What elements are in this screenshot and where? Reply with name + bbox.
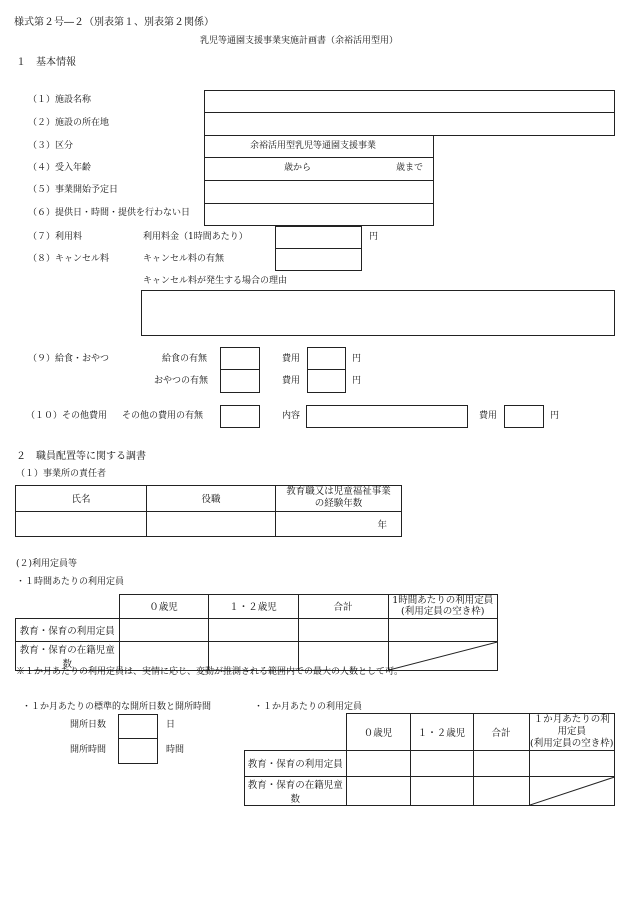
monthly-row-capacity-label: 教育・保育の利用定員: [245, 750, 347, 776]
meal-yen: 円: [352, 354, 362, 364]
blank-header-monthly: [245, 714, 347, 751]
monthly-hours-title: ・１か月あたりの標準的な開所日数と開所時間: [22, 702, 212, 712]
hourly-capacity-table: [15, 594, 498, 671]
form-number: 様式第２号―２（別表第１、別表第２関係）: [14, 17, 214, 28]
label-facility-address: （２）施設の所在地: [28, 118, 110, 128]
label-open-days: 開所日数: [70, 720, 107, 730]
monthly-enrolled-slash: [529, 776, 615, 805]
year-unit: 年: [377, 519, 387, 531]
open-hours-field[interactable]: [118, 738, 158, 764]
snack-cost-field[interactable]: [307, 369, 346, 393]
responsible-person-table: [15, 485, 402, 537]
monthly-header-age0: ０歳児: [346, 714, 410, 751]
header-experience: 教育職又は児童福祉事業の経験年数: [276, 486, 402, 512]
header-hourly-capacity: [388, 595, 498, 619]
monthly-capacity-line1: １か月あたりの利用定員: [533, 714, 610, 737]
monthly-row-enrolled-label: 教育・保育の在籍児童数: [245, 776, 347, 805]
snack-exists-field[interactable]: [220, 369, 260, 393]
blank-header: [16, 595, 120, 619]
no-service-days-field[interactable]: [204, 203, 434, 226]
monthly-header-capacity: [529, 714, 615, 751]
other-content-field[interactable]: [306, 405, 468, 428]
monthly-capacity-free[interactable]: [529, 750, 615, 776]
label-snack-exists: おやつの有無: [154, 376, 209, 386]
hour-unit: 時間: [166, 745, 185, 755]
header-age0: ０歳児: [119, 595, 208, 619]
section2-sub1: （１）事業所の責任者: [16, 469, 107, 479]
other-cost-field[interactable]: [504, 405, 544, 428]
hourly-capacity-total[interactable]: [298, 618, 388, 641]
monthly-capacity-line2: (利用定員の空き枠): [530, 737, 614, 749]
meal-cost-field[interactable]: [307, 347, 346, 370]
monthly-title: ・１か月あたりの利用定員: [254, 702, 363, 712]
label-other-content: 内容: [282, 411, 301, 421]
hourly-enrolled-slash: [388, 641, 498, 670]
monthly-enrolled-age12[interactable]: [410, 776, 473, 805]
label-other-cost: 費用: [479, 411, 498, 421]
monthly-capacity-table: [244, 713, 615, 806]
hourly-capacity-line1: 1時間あたりの利用定員: [392, 595, 494, 606]
label-other: （１０）その他費用: [26, 411, 108, 421]
snack-yen: 円: [352, 376, 362, 386]
label-facility-name: （１）施設名称: [28, 95, 92, 105]
header-position: 役職: [147, 486, 276, 512]
label-snack-cost: 費用: [282, 376, 301, 386]
label-category: （３）区分: [28, 141, 74, 151]
hourly-enrolled-age12[interactable]: [208, 641, 298, 670]
header-age12: １・２歳児: [208, 595, 298, 619]
label-other-exists: その他の費用の有無: [122, 411, 204, 421]
open-days-field[interactable]: [118, 714, 158, 739]
hourly-enrolled-total[interactable]: [298, 641, 388, 670]
label-meal-cost: 費用: [282, 354, 301, 364]
facility-address-field[interactable]: [204, 112, 615, 136]
note-text: ※１か月あたりの利用定員は、実情に応じ、変動が推測される範囲内での最大の人数として可。: [16, 667, 404, 677]
age-from-text: 歳から: [284, 163, 312, 173]
day-unit: 日: [166, 720, 176, 730]
start-date-field[interactable]: [204, 180, 434, 204]
label-fee: （７）利用料: [28, 232, 83, 242]
monthly-capacity-age12[interactable]: [410, 750, 473, 776]
fee-field[interactable]: [275, 226, 362, 249]
monthly-capacity-total[interactable]: [473, 750, 529, 776]
monthly-enrolled-total[interactable]: [473, 776, 529, 805]
label-open-hours: 開所時間: [70, 745, 107, 755]
section2-heading: ２ 職員配置等に関する調書: [16, 451, 146, 462]
hourly-enrolled-age0[interactable]: [119, 641, 208, 670]
label-fee-amount: 利用料金（1時間あたり）: [143, 232, 248, 242]
label-meal-exists: 給食の有無: [162, 354, 208, 364]
label-age-range: （４）受入年齢: [28, 163, 92, 173]
section1-heading: １ 基本情報: [16, 57, 76, 68]
label-cancel: （８）キャンセル料: [28, 254, 110, 264]
monthly-enrolled-age0[interactable]: [346, 776, 410, 805]
header-name: 氏名: [16, 486, 147, 512]
diagonal-line: [530, 777, 615, 805]
monthly-header-age12: １・２歳児: [410, 714, 473, 751]
label-meals: （９）給食・おやつ: [28, 354, 110, 364]
hourly-capacity-line2: (利用定員の空き枠): [401, 606, 485, 618]
section2-sub2: (２)利用定員等: [16, 559, 78, 569]
cancel-exists-field[interactable]: [275, 248, 362, 271]
hourly-capacity-age12[interactable]: [208, 618, 298, 641]
hourly-title: ・１時間あたりの利用定員: [16, 577, 125, 587]
fee-yen: 円: [369, 232, 379, 242]
other-yen: 円: [550, 411, 560, 421]
facility-name-field[interactable]: [204, 90, 615, 113]
experience-cell[interactable]: [276, 511, 402, 537]
category-value: 余裕活用型乳児等通園支援事業: [250, 141, 377, 151]
row-capacity-label: 教育・保育の利用定員: [16, 618, 120, 641]
label-cancel-exists: キャンセル料の有無: [143, 254, 225, 264]
label-cancel-reason: キャンセル料が発生する場合の理由: [143, 276, 288, 286]
cancel-reason-field[interactable]: [141, 290, 615, 336]
age-to-text: 歳まで: [396, 163, 424, 173]
diagonal-line: [389, 642, 498, 670]
meal-exists-field[interactable]: [220, 347, 260, 370]
row-enrolled-label: 教育・保育の在籍児童数: [16, 641, 120, 670]
monthly-header-total: 合計: [473, 714, 529, 751]
monthly-capacity-age0[interactable]: [346, 750, 410, 776]
position-cell[interactable]: [147, 511, 276, 537]
header-total: 合計: [298, 595, 388, 619]
other-exists-field[interactable]: [220, 405, 260, 428]
name-cell[interactable]: [16, 511, 147, 537]
hourly-capacity-age0[interactable]: [119, 618, 208, 641]
label-no-service-days: （６）提供日・時間・提供を行わない日: [28, 208, 191, 218]
hourly-capacity-free[interactable]: [388, 618, 498, 641]
label-start-date: （５）事業開始予定日: [28, 185, 119, 195]
page-title: 乳児等通園支援事業実施計画書（余裕活用型用）: [200, 36, 399, 46]
